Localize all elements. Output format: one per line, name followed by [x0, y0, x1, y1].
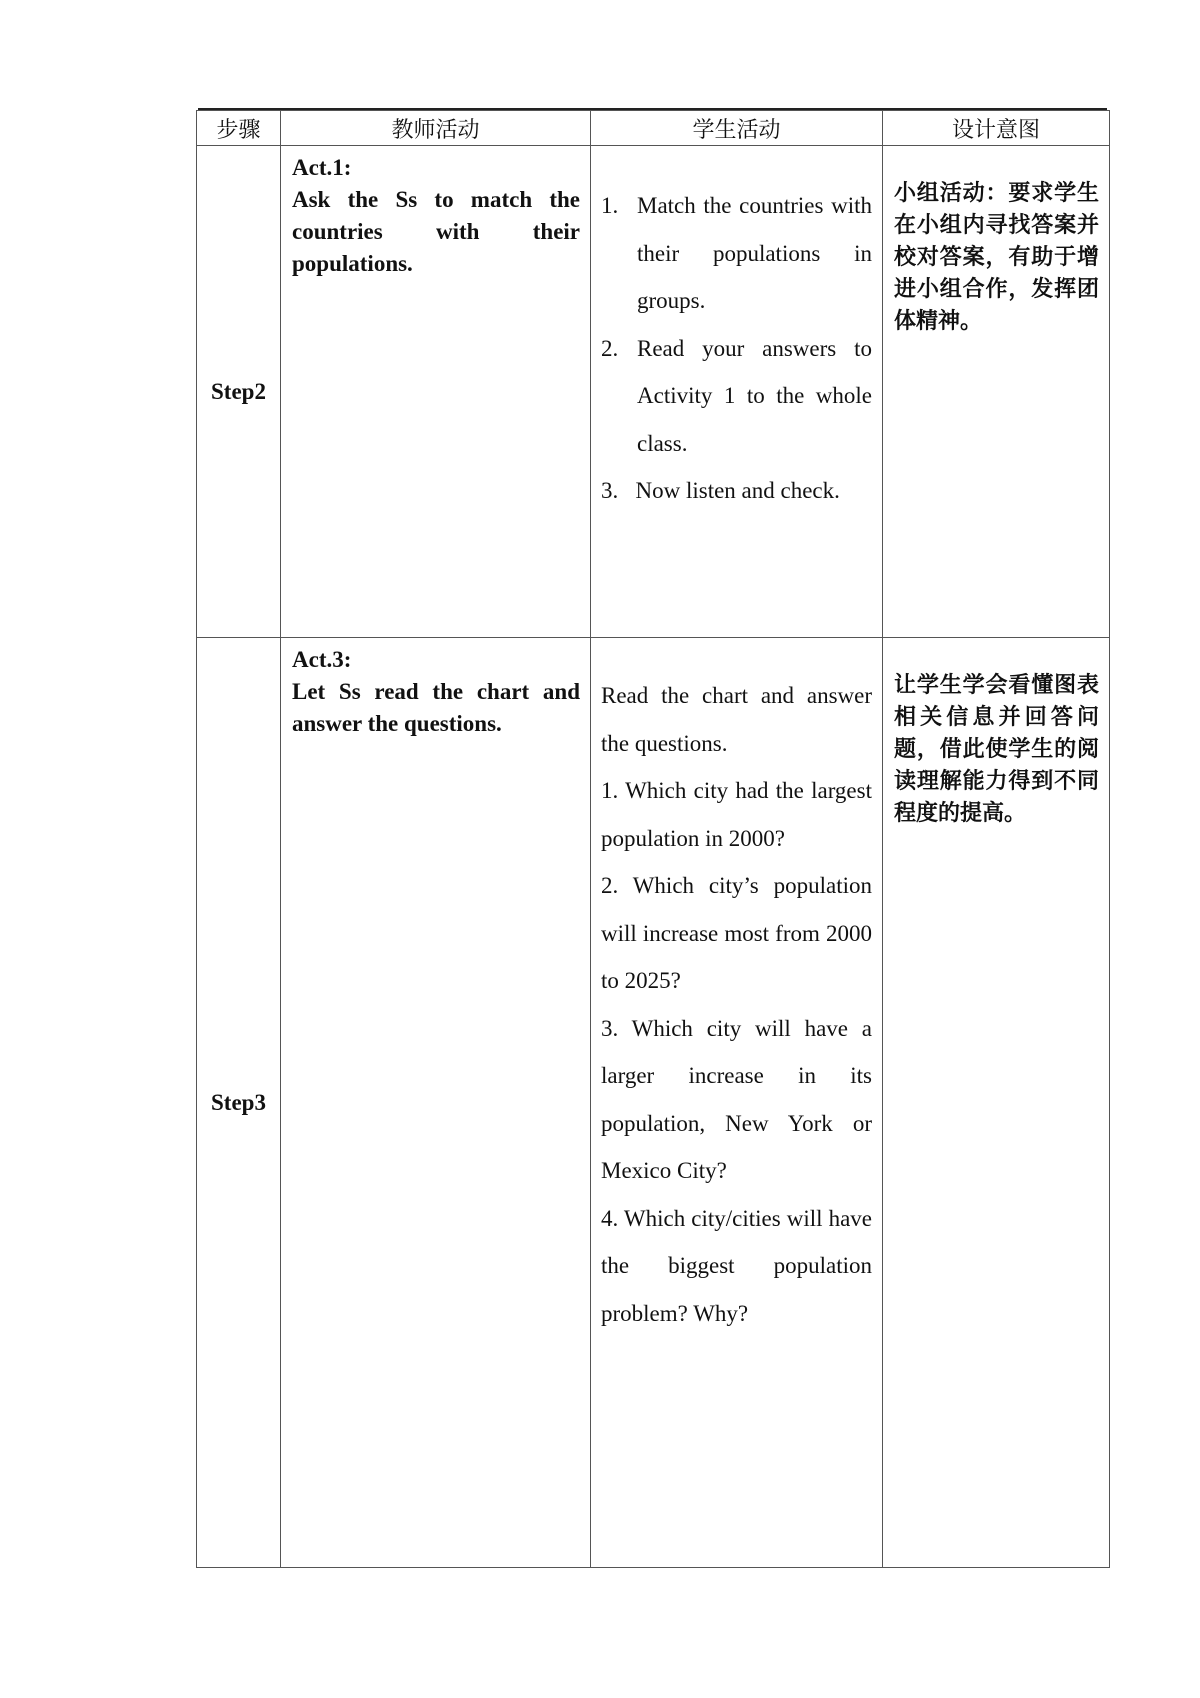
question-item: 4. Which city/cities will have the biggest population problem? Why?: [601, 1205, 872, 1326]
header-design-intent: 设计意图: [883, 111, 1110, 146]
step-label: Step2: [197, 146, 281, 638]
list-item: [601, 325, 872, 468]
student-activity-cell: [591, 146, 883, 638]
activity-title: Act.3:: [292, 647, 352, 672]
list-item-plain: 3. Now listen and check.: [601, 478, 840, 503]
list-item-text: Match the countries with their populations in groups.: [637, 193, 872, 313]
header-step: 步骤: [197, 111, 281, 146]
student-activity-list: [601, 182, 872, 467]
lesson-plan-table: [196, 110, 1110, 1568]
design-intent-cell: 小组活动：要求学生在小组内寻找答案并校对答案，有助于增进小组合作，发挥团体精神。: [883, 146, 1110, 638]
table-row-step3: [197, 638, 1110, 1568]
header-teacher-activity: 教师活动: [281, 111, 591, 146]
table-row-step2: [197, 146, 1110, 638]
teacher-activity-cell: [281, 146, 591, 638]
list-item-number: 2.: [601, 335, 619, 361]
student-activity-cell: [591, 638, 883, 1568]
list-item: [601, 182, 872, 325]
question-item: 3. Which city will have a larger increase in its population, New York or Mexico City?: [601, 1015, 872, 1183]
question-item: 2. Which city’s population will increase most from 2000 to 2025?: [601, 873, 872, 993]
activity-title: Act.1:: [292, 155, 352, 180]
design-intent-cell: 让学生学会看懂图表相关信息并回答问题，借此使学生的阅读理解能力得到不同程度的提高。: [883, 638, 1110, 1568]
student-instruction: Read the chart and answer the questions.: [601, 683, 872, 756]
list-item-number: 1.: [601, 193, 619, 218]
question-item: 1. Which city had the largest population in 2000?: [601, 778, 872, 851]
list-item-text: Read your answers to Activity 1 to the whole class.: [637, 335, 872, 456]
header-row: [197, 111, 1110, 146]
activity-description: Ask the Ss to match the countries with their populations.: [292, 187, 580, 276]
step-label: Step3: [197, 638, 281, 1568]
header-student-activity: 学生活动: [591, 111, 883, 146]
teacher-activity-cell: [281, 638, 591, 1568]
activity-description: Let Ss read the chart and answer the questions.: [292, 679, 580, 736]
